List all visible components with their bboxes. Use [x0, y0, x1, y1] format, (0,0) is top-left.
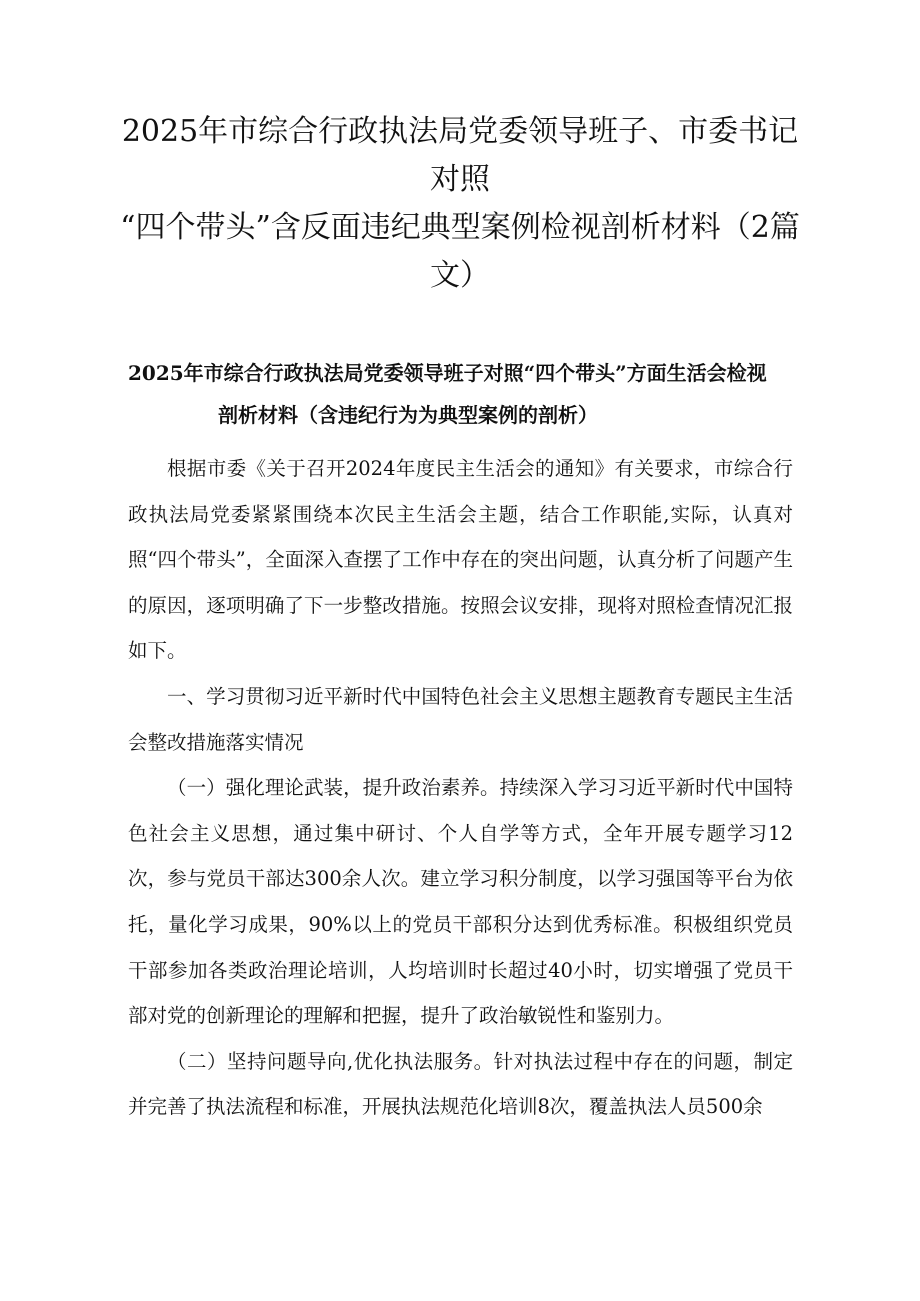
paragraph-intro: 根据市委《关于召开2024年度民主生活会的通知》有关要求，市综合行政执法局党委紧紧围绕本次民主生活会主题，结合工作职能,实际，认真对照“四个带头”，全面深入查摆了工作中存在的突出问题，认真分析了问题产生的原因，逐项明确了下一步整改措施。按照会议安排，现将对照检查情况汇报如下。 [128, 457, 793, 663]
section-sub-title [128, 352, 793, 436]
paragraph-item-1: （一）强化理论武装，提升政治素养。持续深入学习习近平新时代中国特色社会主义思想，通过集中研讨、个人自学等方式，全年开展专题学习12次，参与党员干部达300余人次。建立学习积分制度，以学习强国等平台为依托，量化学习成果，90%以上的党员干部积分达到优秀标准。积极组织党员干部参加各类政治理论培训，人均培训时长超过40小时，切实增强了党员干部对党的创新理论的理解和把握，提升了政治敏锐性和鉴别力。 [128, 776, 793, 1028]
document-main-title [120, 108, 800, 300]
sub-title-line-1: 2025年市综合行政执法局党委领导班子对照“四个带头”方面生活会检视 [128, 361, 767, 385]
document-body [128, 446, 793, 1130]
sub-title-line-2: 剖析材料（含违纪行为为典型案例的剖析） [218, 403, 598, 427]
paragraph-section-heading: 一、学习贯彻习近平新时代中国特色社会主义思想主题教育专题民主生活会整改措施落实情况 [128, 684, 793, 754]
main-title-line-2: “四个带头”含反面违纪典型案例检视剖析材料（2篇文） [120, 210, 800, 293]
paragraph-item-2: （二）坚持问题导向,优化执法服务。针对执法过程中存在的问题，制定并完善了执法流程和标准，开展执法规范化培训8次，覆盖执法人员500余 [128, 1049, 793, 1119]
main-title-line-1: 2025年市综合行政执法局党委领导班子、市委书记对照 [121, 114, 799, 197]
